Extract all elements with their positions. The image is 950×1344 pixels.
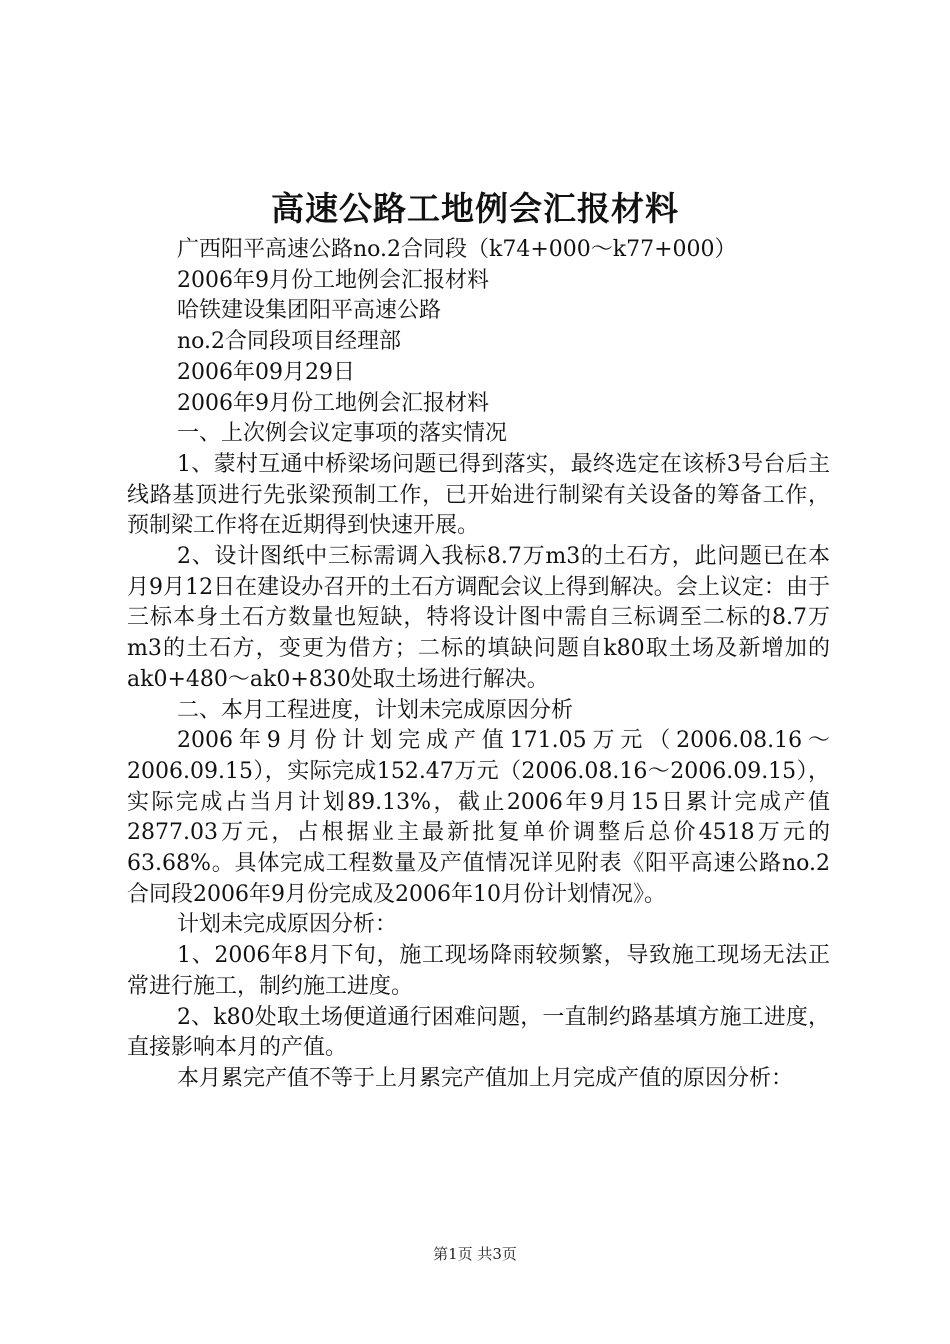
header-line-contract: 广西阳平高速公路no.2合同段（k74+000～k77+000） bbox=[177, 237, 737, 262]
header-line-date: 2006年09月29日 bbox=[177, 359, 355, 385]
page-indicator: 第1页 共3页 bbox=[433, 1245, 517, 1263]
header-line-report-title: 2006年9月份工地例会汇报材料 bbox=[177, 267, 489, 293]
document-title: 高速公路工地例会汇报材料 bbox=[271, 189, 679, 228]
paragraph-item-2: 2、设计图纸中三标需调入我标8.7万m3的土石方，此问题已在本月9月12日在建设办召开的土石方调配会议上得到解决。会上议定：由于三标本身土石方数量也短缺，特将设计图中需自三标调至二标的8.7万m3的土石方，变更为借方；二标的填缺问题自k80取土场及新增加的ak0+480～ak0+830处取土场进行解决。 bbox=[127, 544, 830, 692]
header-line-company: 哈铁建设集团阳平高速公路 bbox=[177, 298, 442, 324]
header-line-department: no.2合同段项目经理部 bbox=[177, 329, 402, 355]
paragraph-reason-2: 2、k80处取土场便道通行困难问题，一直制约路基填方施工进度，直接影响本月的产值。 bbox=[127, 1004, 830, 1061]
paragraph-reason-1: 1、2006年8月下旬，施工现场降雨较频繁，导致施工现场无法正常进行施工，制约施工进度。 bbox=[127, 943, 830, 999]
document-body bbox=[127, 235, 830, 1095]
section-heading-2: 二、本月工程进度，计划未完成原因分析 bbox=[177, 697, 574, 723]
paragraph-cumulative-analysis: 本月累完产值不等于上月累完产值加上月完成产值的原因分析： bbox=[177, 1065, 794, 1091]
reasons-heading: 计划未完成原因分析： bbox=[177, 912, 398, 938]
header-line-report-title-repeat: 2006年9月份工地例会汇报材料 bbox=[177, 390, 489, 416]
section-heading-1: 一、上次例会议定事项的落实情况 bbox=[177, 421, 508, 447]
paragraph-item-1: 1、蒙村互通中桥梁场问题已得到落实，最终选定在该桥3号台后主线路基顶进行先张梁预制工作，已开始进行制梁有关设备的筹备工作，预制梁工作将在近期得到快速开展。 bbox=[127, 451, 830, 539]
paragraph-progress: 2006年9月份计划完成产值171.05万元（2006.08.16～2006.09.15），实际完成152.47万元（2006.08.16～2006.09.15），实际完成占当月计划89.13%，截止2006年9月15日累计完成产值2877.03万元，占根据业主最新批复单价调整后总价4518万元的63.68%。具体完成工程数量及产值情况详见附表《阳平高速公路no.2合同段2006年9月份完成及2006年10月份计划情况》。 bbox=[127, 728, 830, 907]
